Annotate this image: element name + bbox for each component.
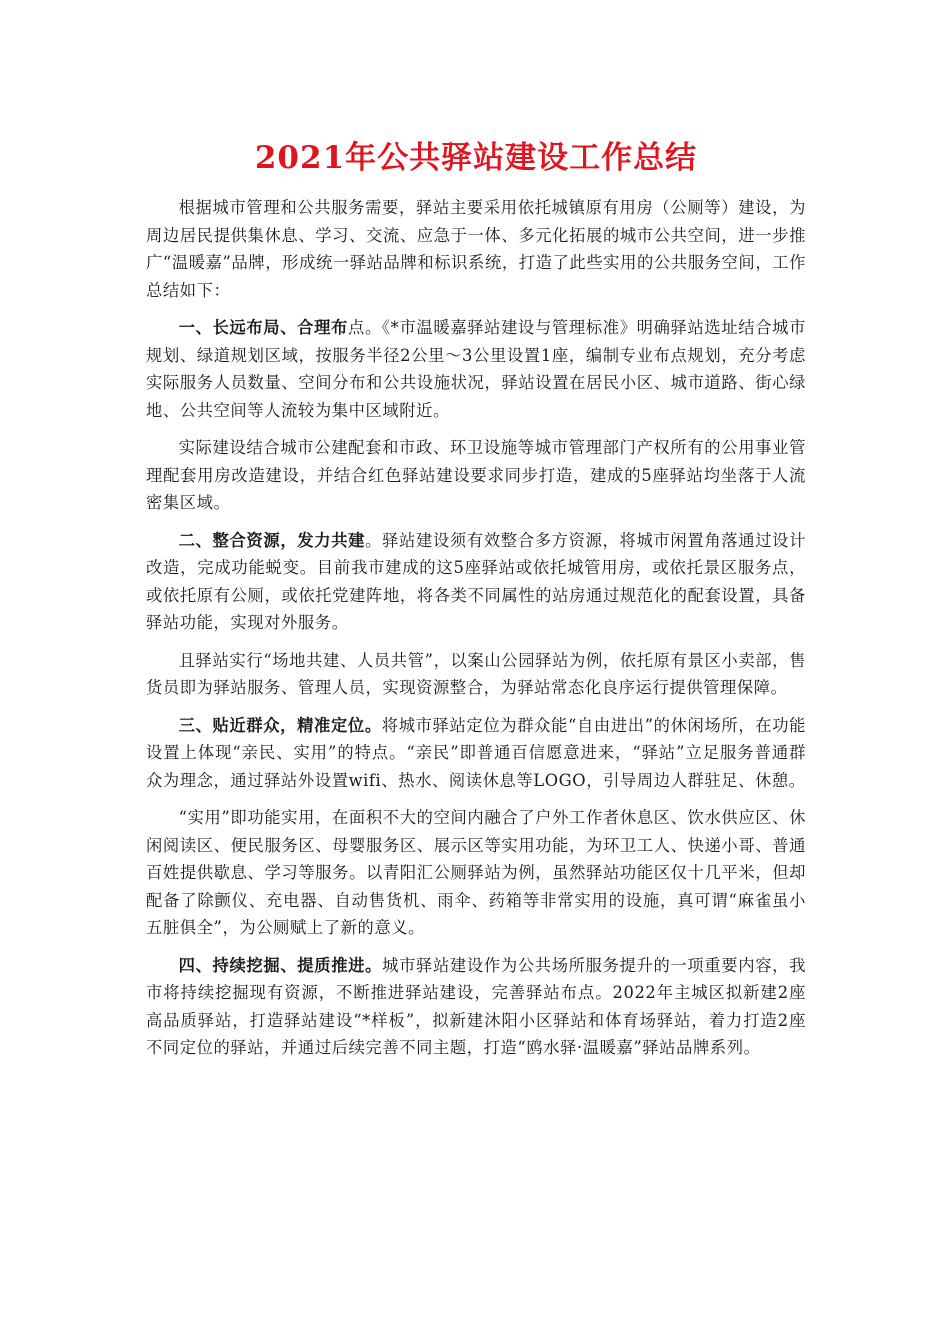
section-heading: 二、整合资源，发力共建 (178, 530, 366, 550)
paragraph-section-3-detail (146, 804, 806, 942)
paragraph-section-2-detail (146, 647, 806, 702)
paragraph-text: 城市驿站建设作为公共场所服务提升的一项重要内容，我市将持续挖掘现有资源，不断推进驿站建设，完善驿站布点。2022年主城区拟新建2座高品质驿站，打造驿站建设“*样板”，拟新建沐阳小区驿站和体育场驿站，着力打造2座不同定位的驿站，并通过后续完善不同主题，打造“鸥水驿·温暖嘉”驿站品牌系列。 (146, 955, 806, 1057)
paragraph-text: 根据城市管理和公共服务需要，驿站主要采用依托城镇原有用房（公厕等）建设，为周边居民提供集休息、学习、交流、应急于一体、多元化拓展的城市公共空间，进一步推广“温暖嘉”品牌，形成统一驿站品牌和标识系统，打造了此些实用的公共服务空间，工作总结如下： (146, 198, 806, 300)
paragraph-text: 。驿站建设须有效整合多方资源，将城市闲置角落通过设计改造，完成功能蜕变。目前我市建成的这5座驿站或依托城管用房，或依托景区服务点，或依托原有公厕，或依托党建阵地，将各类不同属性的站房通过规范化的配套设置，具备驿站功能，实现对外服务。 (146, 530, 806, 632)
paragraph-text: 且驿站实行“场地共建、人员共管”，以案山公园驿站为例，依托原有景区小卖部，售货员即为驿站服务、管理人员，实现资源整合，为驿站常态化良序运行提供管理保障。 (146, 650, 806, 697)
section-heading: 三、贴近群众，精准定位。 (178, 715, 382, 735)
paragraph-section-4 (146, 952, 806, 1062)
paragraph-section-3 (146, 712, 806, 795)
paragraph-text: 将城市驿站定位为群众能“自由进出”的休闲场所，在功能设置上体现“亲民、实用”的特点。“亲民”即普通百信愿意进来，“驿站”立足服务普通群众为理念，通过驿站外设置wifi、热水、阅读休息等LOGO，引导周边人群驻足、休憩。 (146, 715, 807, 790)
paragraph-intro (146, 194, 806, 304)
paragraph-section-1-detail (146, 434, 806, 517)
document-title: 2021年公共驿站建设工作总结 (254, 140, 698, 176)
paragraph-text: 点。《*市温暖嘉驿站建设与管理标准》明确驿站选址结合城市规划、绿道规划区域，按服务半径2公里～3公里设置1座，编制专业布点规划，充分考虑实际服务人员数量、空间分布和公共设施状况，驿站设置在居民小区、城市道路、街心绿地、公共空间等人流较为集中区域附近。 (146, 318, 806, 420)
document-body (146, 136, 806, 1072)
paragraph-text: “实用”即功能实用，在面积不大的空间内融合了户外工作者休息区、饮水供应区、休闲阅读区、便民服务区、母婴服务区、展示区等实用功能，为环卫工人、快递小哥、普通百姓提供歇息、学习等服务。以青阳汇公厕驿站为例，虽然驿站功能区仅十几平米，但却配备了除颤仪、充电器、自动售货机、雨伞、药箱等非常实用的设施，真可谓“麻雀虽小五脏俱全”，为公厕赋上了新的意义。 (146, 808, 806, 937)
section-heading: 一、长远布局、合理布 (178, 318, 348, 337)
section-heading: 四、持续挖掘、提质推进。 (178, 955, 383, 975)
paragraph-section-1 (146, 314, 806, 424)
paragraph-section-2 (146, 527, 806, 637)
paragraph-text: 实际建设结合城市公建配套和市政、环卫设施等城市管理部门产权所有的公用事业管理配套用房改造建设，并结合红色驿站建设要求同步打造，建成的5座驿站均坐落于人流密集区域。 (146, 438, 806, 512)
